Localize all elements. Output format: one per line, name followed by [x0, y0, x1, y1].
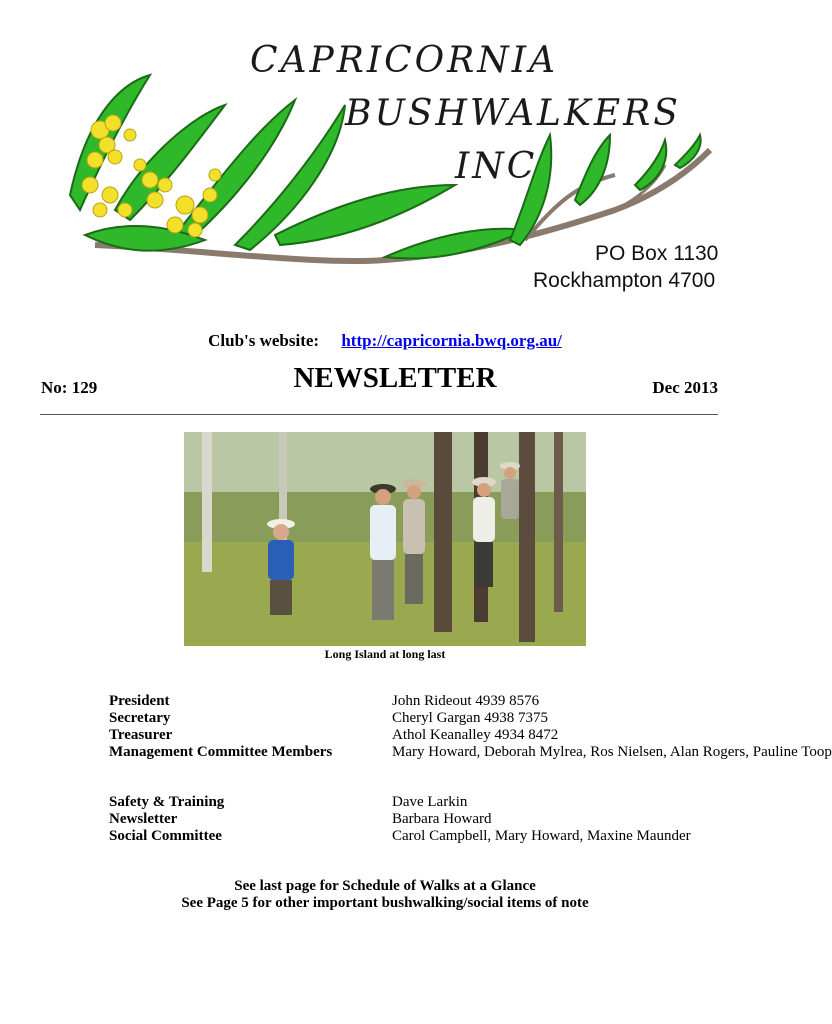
role-secretary: Secretary [109, 710, 171, 726]
group-photo [184, 432, 586, 646]
club-name-line3: INC [455, 146, 538, 187]
issue-date: Dec 2013 [652, 378, 718, 397]
role-safety-training: Safety & Training [109, 794, 225, 810]
role-treasurer: Treasurer [109, 727, 173, 743]
bushwalkers-photo-illustration [184, 432, 586, 646]
name-secretary: Cheryl Gargan 4938 7375 [392, 710, 548, 726]
po-box: PO Box 1130 [595, 242, 719, 265]
name-safety-training: Dave Larkin [392, 794, 468, 810]
divider [40, 414, 718, 415]
website-line [0, 331, 770, 351]
club-name-line1: CAPRICORNIA [250, 40, 558, 81]
page5-note: See Page 5 for other important bushwalking/social items of note [181, 895, 589, 911]
name-treasurer: Athol Keanalley 4934 8472 [392, 727, 559, 743]
website-label: Club's website: [208, 331, 320, 350]
name-president: John Rideout 4939 8576 [392, 693, 540, 709]
name-social-committee: Carol Campbell, Mary Howard, Maxine Maunder [392, 828, 691, 844]
issue-number: No: 129 [41, 378, 98, 397]
name-management-committee: Mary Howard, Deborah Mylrea, Ros Nielsen, Alan Rogers, Pauline Toop [392, 744, 832, 760]
role-president: President [109, 693, 170, 709]
city-postcode: Rockhampton 4700 [533, 269, 716, 292]
club-name-line2: BUSHWALKERS [345, 93, 681, 134]
website-link[interactable]: http://capricornia.bwq.org.au/ [341, 331, 562, 350]
role-management-committee: Management Committee Members [109, 744, 333, 760]
name-newsletter: Barbara Howard [392, 811, 492, 827]
club-logo [55, 35, 720, 305]
photo-caption: Long Island at long last [324, 647, 446, 661]
role-newsletter: Newsletter [109, 811, 178, 827]
schedule-note: See last page for Schedule of Walks at a Glance [234, 878, 536, 894]
role-social-committee: Social Committee [109, 828, 222, 844]
newsletter-title: NEWSLETTER [293, 362, 497, 394]
